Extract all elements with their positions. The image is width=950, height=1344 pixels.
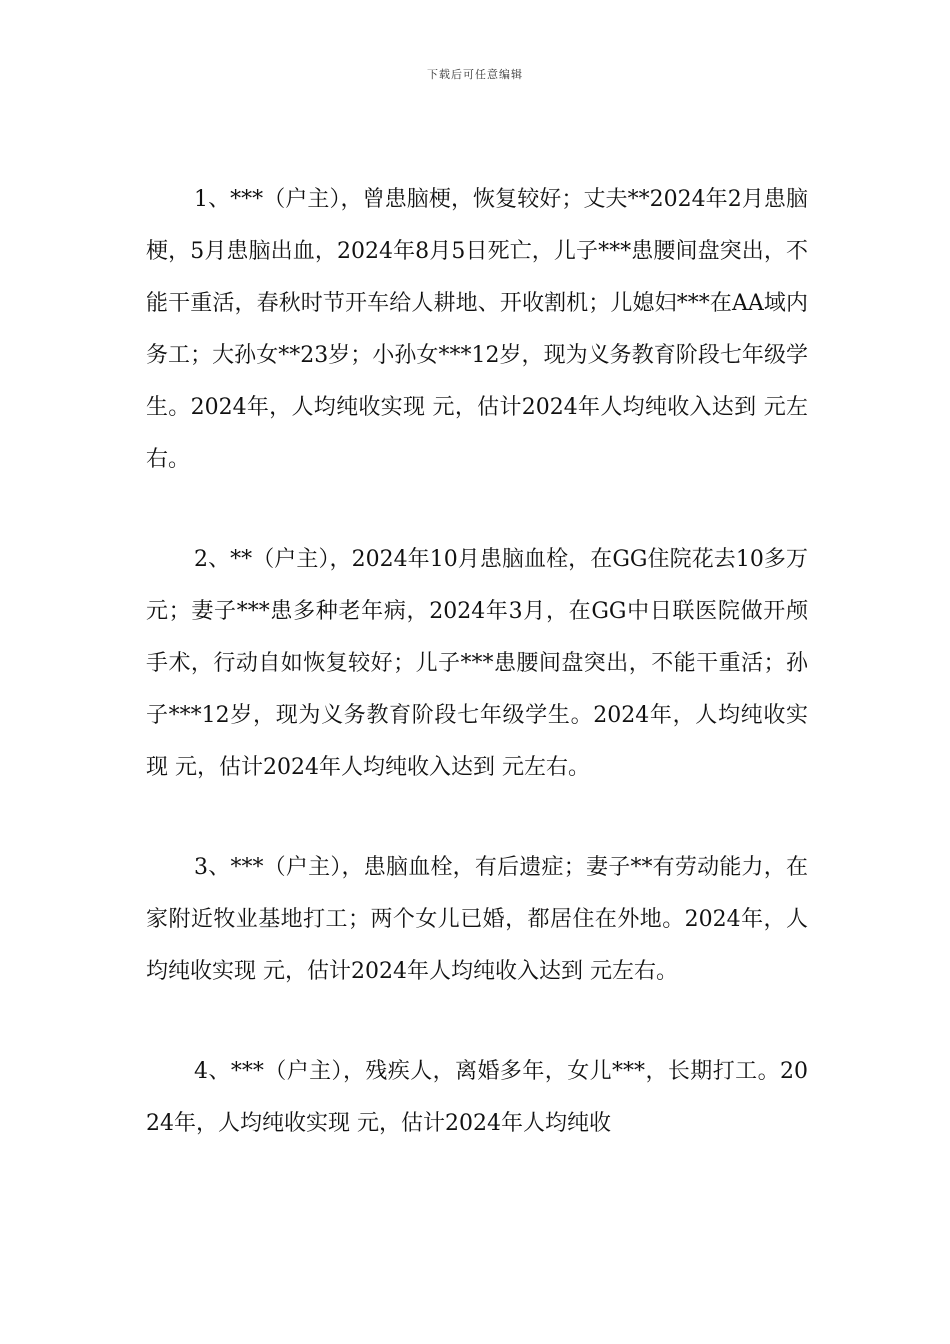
paragraph-1: 1、***（户主），曾患脑梗，恢复较好；丈夫**2024年2月患脑梗，5月患脑出血，2024年8月5日死亡，儿子***患腰间盘突出，不能干重活，春秋时节开车给人耕地、开收割机；儿媳妇***在AA域内务工；大孙女**23岁；小孙女***12岁，现为义务教育阶段七年级学生。2024年，人均纯收实现 元，估计2024年人均纯收入达到 元左右。 [146, 187, 808, 472]
header-note: 下载后可任意编辑 [427, 68, 523, 81]
paragraph-2: 2、**（户主），2024年10月患脑血栓，在GG住院花去10多万元；妻子***患多种老年病，2024年3月，在GG中日联医院做开颅手术，行动自如恢复较好；儿子***患腰间盘突出，不能干重活；孙子***12岁，现为义务教育阶段七年级学生。2024年，人均纯收实现 元，估计2024年人均纯收入达到 元左右。 [146, 547, 808, 780]
paragraph-4: 4、***（户主），残疾人，离婚多年，女儿***，长期打工。2024年，人均纯收实现 元，估计2024年人均纯收 [146, 1059, 808, 1136]
paragraph-3: 3、***（户主），患脑血栓，有后遗症；妻子**有劳动能力，在家附近牧业基地打工；两个女儿已婚，都居住在外地。2024年，人均纯收实现 元，估计2024年人均纯收入达到 元左右。 [146, 855, 808, 984]
document-body [146, 174, 808, 1150]
